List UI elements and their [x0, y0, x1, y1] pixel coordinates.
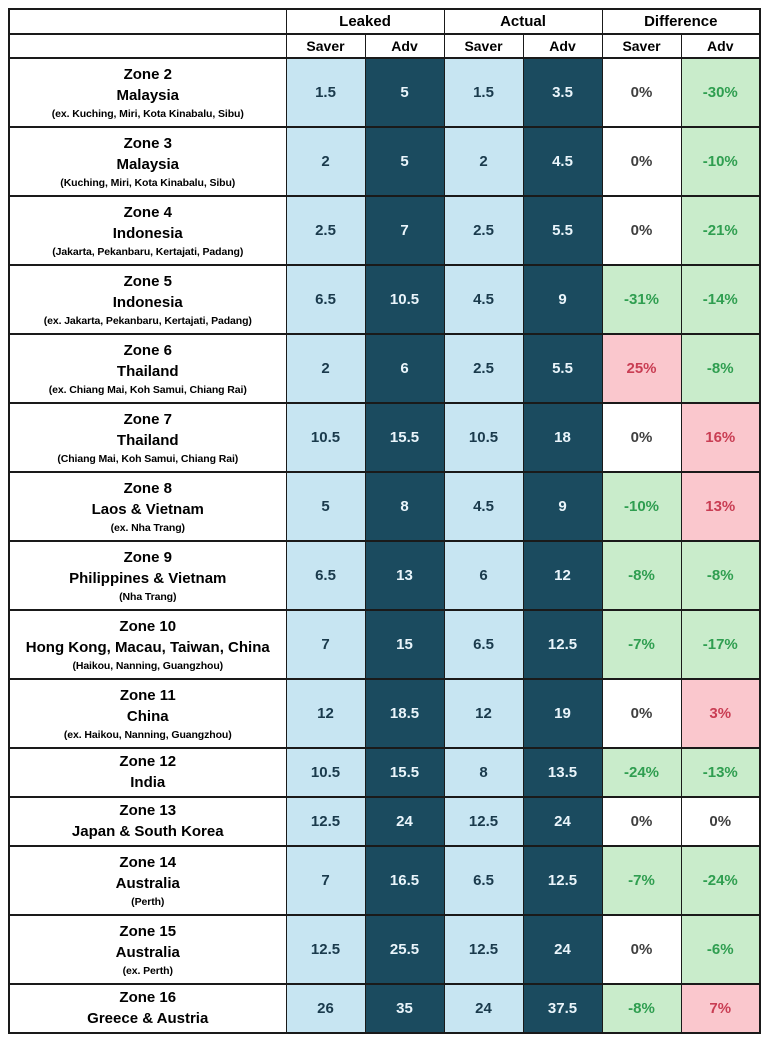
- table-row: [9, 196, 760, 265]
- zone-stack: [10, 684, 286, 744]
- zone-region: Japan & South Korea: [71, 822, 224, 840]
- leaked-adv-cell: 24: [365, 797, 444, 846]
- actual-adv-cell: 19: [523, 679, 602, 748]
- zone-region: Thailand: [116, 362, 179, 380]
- leaked-adv-cell: 15.5: [365, 403, 444, 472]
- table-row: [9, 541, 760, 610]
- diff-adv-cell: -6%: [681, 915, 760, 984]
- zone-cell: [9, 127, 286, 196]
- table-row: [9, 797, 760, 846]
- diff-adv-cell: -30%: [681, 58, 760, 127]
- leaked-adv-cell: 7: [365, 196, 444, 265]
- leaked-adv-cell: 15.5: [365, 748, 444, 797]
- leaked-saver-cell: 2: [286, 127, 365, 196]
- actual-adv-cell: 12.5: [523, 610, 602, 679]
- diff-adv-cell: -8%: [681, 334, 760, 403]
- zone-name: Zone 4: [123, 203, 172, 221]
- zone-region: Hong Kong, Macau, Taiwan, China: [25, 638, 270, 656]
- table-row: [9, 58, 760, 127]
- leaked-saver-cell: 7: [286, 846, 365, 915]
- diff-adv-cell: -17%: [681, 610, 760, 679]
- actual-adv-cell: 9: [523, 472, 602, 541]
- header-actual-adv: Adv: [523, 34, 602, 58]
- zone-region: Australia: [115, 943, 180, 961]
- zone-stack: [10, 750, 286, 796]
- diff-saver-cell: 0%: [602, 127, 681, 196]
- zone-cell: [9, 58, 286, 127]
- zone-region: India: [130, 773, 166, 791]
- zone-stack: [10, 132, 286, 192]
- actual-adv-cell: 12.5: [523, 846, 602, 915]
- table-row: [9, 679, 760, 748]
- header-diff-saver: Saver: [602, 34, 681, 58]
- table-row: [9, 610, 760, 679]
- zone-name: Zone 10: [119, 617, 177, 635]
- leaked-adv-cell: 25.5: [365, 915, 444, 984]
- diff-saver-cell: -10%: [602, 472, 681, 541]
- table-row: [9, 915, 760, 984]
- zone-name: Zone 6: [123, 341, 172, 359]
- leaked-saver-cell: 2: [286, 334, 365, 403]
- zone-region: Australia: [115, 874, 180, 892]
- actual-adv-cell: 3.5: [523, 58, 602, 127]
- leaked-adv-cell: 15: [365, 610, 444, 679]
- actual-adv-cell: 5.5: [523, 196, 602, 265]
- diff-saver-cell: -8%: [602, 984, 681, 1033]
- leaked-saver-cell: 7: [286, 610, 365, 679]
- zone-region: Malaysia: [116, 155, 180, 173]
- zone-detail: (Haikou, Nanning, Guangzhou): [72, 659, 224, 672]
- leaked-saver-cell: 6.5: [286, 265, 365, 334]
- zone-detail: (Chiang Mai, Koh Samui, Chiang Rai): [57, 452, 239, 465]
- zone-detail: (ex. Kuching, Miri, Kota Kinabalu, Sibu): [51, 107, 244, 120]
- zone-stack: [10, 408, 286, 468]
- zone-name: Zone 9: [123, 548, 172, 566]
- zone-stack: [10, 920, 286, 980]
- diff-saver-cell: 0%: [602, 797, 681, 846]
- table-row: [9, 334, 760, 403]
- zone-region: Greece & Austria: [87, 1009, 209, 1027]
- zone-stack: [10, 477, 286, 537]
- actual-adv-cell: 5.5: [523, 334, 602, 403]
- header-sub-row: [9, 34, 760, 58]
- diff-adv-cell: -8%: [681, 541, 760, 610]
- actual-saver-cell: 6.5: [444, 610, 523, 679]
- zone-name: Zone 8: [123, 479, 172, 497]
- zone-cell: [9, 196, 286, 265]
- header-group-leaked: Leaked: [286, 9, 444, 34]
- header-zone-empty: [9, 9, 286, 34]
- header-actual-saver: Saver: [444, 34, 523, 58]
- leaked-adv-cell: 6: [365, 334, 444, 403]
- zone-name: Zone 5: [123, 272, 172, 290]
- zone-name: Zone 14: [119, 853, 177, 871]
- zone-region: Thailand: [116, 431, 179, 449]
- zone-stack: [10, 270, 286, 330]
- zone-stack: [10, 615, 286, 675]
- actual-saver-cell: 24: [444, 984, 523, 1033]
- zone-cell: [9, 403, 286, 472]
- leaked-saver-cell: 1.5: [286, 58, 365, 127]
- zone-name: Zone 3: [123, 134, 172, 152]
- table-row: [9, 748, 760, 797]
- actual-saver-cell: 12.5: [444, 915, 523, 984]
- diff-adv-cell: 3%: [681, 679, 760, 748]
- leaked-adv-cell: 5: [365, 127, 444, 196]
- diff-adv-cell: -14%: [681, 265, 760, 334]
- zone-detail: (Nha Trang): [119, 590, 177, 603]
- zone-name: Zone 11: [119, 686, 176, 704]
- diff-adv-cell: -24%: [681, 846, 760, 915]
- zone-name: Zone 13: [119, 801, 177, 819]
- diff-adv-cell: 13%: [681, 472, 760, 541]
- diff-adv-cell: 16%: [681, 403, 760, 472]
- table-row: [9, 403, 760, 472]
- table-row: [9, 984, 760, 1033]
- diff-saver-cell: 0%: [602, 196, 681, 265]
- zone-stack: [10, 63, 286, 123]
- actual-saver-cell: 2.5: [444, 196, 523, 265]
- zone-stack: [10, 799, 286, 845]
- actual-saver-cell: 12.5: [444, 797, 523, 846]
- actual-saver-cell: 2: [444, 127, 523, 196]
- diff-saver-cell: -8%: [602, 541, 681, 610]
- leaked-saver-cell: 12.5: [286, 797, 365, 846]
- table-row: [9, 472, 760, 541]
- actual-saver-cell: 10.5: [444, 403, 523, 472]
- zone-stack: [10, 201, 286, 261]
- actual-saver-cell: 6: [444, 541, 523, 610]
- zone-region: Indonesia: [112, 293, 183, 311]
- leaked-saver-cell: 10.5: [286, 403, 365, 472]
- actual-adv-cell: 18: [523, 403, 602, 472]
- diff-adv-cell: -13%: [681, 748, 760, 797]
- zone-cell: [9, 610, 286, 679]
- diff-saver-cell: 0%: [602, 403, 681, 472]
- leaked-saver-cell: 2.5: [286, 196, 365, 265]
- actual-adv-cell: 12: [523, 541, 602, 610]
- zone-detail: (Jakarta, Pekanbaru, Kertajati, Padang): [52, 245, 244, 258]
- fare-zone-table: [8, 8, 761, 1034]
- actual-adv-cell: 37.5: [523, 984, 602, 1033]
- actual-saver-cell: 6.5: [444, 846, 523, 915]
- leaked-saver-cell: 6.5: [286, 541, 365, 610]
- actual-saver-cell: 4.5: [444, 472, 523, 541]
- header-group-row: [9, 9, 760, 34]
- zone-detail: (Kuching, Miri, Kota Kinabalu, Sibu): [60, 176, 236, 189]
- zone-cell: [9, 679, 286, 748]
- leaked-adv-cell: 18.5: [365, 679, 444, 748]
- diff-saver-cell: 0%: [602, 58, 681, 127]
- leaked-saver-cell: 12: [286, 679, 365, 748]
- leaked-adv-cell: 35: [365, 984, 444, 1033]
- diff-saver-cell: 0%: [602, 915, 681, 984]
- zone-region: Laos & Vietnam: [91, 500, 204, 518]
- actual-saver-cell: 4.5: [444, 265, 523, 334]
- header-diff-adv: Adv: [681, 34, 760, 58]
- diff-saver-cell: -7%: [602, 846, 681, 915]
- diff-saver-cell: -7%: [602, 610, 681, 679]
- diff-adv-cell: 7%: [681, 984, 760, 1033]
- header-group-actual: Actual: [444, 9, 602, 34]
- header-leaked-saver: Saver: [286, 34, 365, 58]
- leaked-adv-cell: 10.5: [365, 265, 444, 334]
- zone-stack: [10, 339, 286, 399]
- zone-name: Zone 15: [119, 922, 177, 940]
- actual-adv-cell: 24: [523, 915, 602, 984]
- actual-adv-cell: 24: [523, 797, 602, 846]
- zone-detail: (ex. Haikou, Nanning, Guangzhou): [63, 728, 232, 741]
- leaked-adv-cell: 8: [365, 472, 444, 541]
- zone-stack: [10, 986, 286, 1032]
- leaked-adv-cell: 5: [365, 58, 444, 127]
- leaked-saver-cell: 10.5: [286, 748, 365, 797]
- zone-cell: [9, 265, 286, 334]
- zone-cell: [9, 915, 286, 984]
- zone-cell: [9, 748, 286, 797]
- actual-saver-cell: 1.5: [444, 58, 523, 127]
- zone-region: China: [126, 707, 169, 725]
- diff-adv-cell: 0%: [681, 797, 760, 846]
- zone-stack: [10, 546, 286, 606]
- zone-detail: (ex. Nha Trang): [110, 521, 185, 534]
- zone-name: Zone 7: [123, 410, 172, 428]
- zone-stack: [10, 851, 286, 911]
- zone-detail: (ex. Perth): [122, 964, 173, 977]
- zone-region: Malaysia: [116, 86, 180, 104]
- diff-adv-cell: -21%: [681, 196, 760, 265]
- table-row: [9, 127, 760, 196]
- actual-saver-cell: 12: [444, 679, 523, 748]
- zone-cell: [9, 541, 286, 610]
- actual-adv-cell: 9: [523, 265, 602, 334]
- zone-name: Zone 2: [123, 65, 172, 83]
- zone-detail: (ex. Chiang Mai, Koh Samui, Chiang Rai): [48, 383, 247, 396]
- zone-cell: [9, 984, 286, 1033]
- leaked-adv-cell: 13: [365, 541, 444, 610]
- diff-saver-cell: 25%: [602, 334, 681, 403]
- zone-region: Indonesia: [112, 224, 183, 242]
- table-row: [9, 265, 760, 334]
- zone-region: Philippines & Vietnam: [69, 569, 227, 587]
- leaked-saver-cell: 26: [286, 984, 365, 1033]
- diff-saver-cell: 0%: [602, 679, 681, 748]
- zone-detail: (ex. Jakarta, Pekanbaru, Kertajati, Padang): [43, 314, 252, 327]
- header-leaked-adv: Adv: [365, 34, 444, 58]
- actual-adv-cell: 4.5: [523, 127, 602, 196]
- table-row: [9, 846, 760, 915]
- leaked-adv-cell: 16.5: [365, 846, 444, 915]
- leaked-saver-cell: 5: [286, 472, 365, 541]
- zone-name: Zone 12: [119, 752, 177, 770]
- diff-saver-cell: -31%: [602, 265, 681, 334]
- zone-cell: [9, 797, 286, 846]
- zone-cell: [9, 334, 286, 403]
- zone-name: Zone 16: [119, 988, 177, 1006]
- header-zone-empty-2: [9, 34, 286, 58]
- leaked-saver-cell: 12.5: [286, 915, 365, 984]
- zone-cell: [9, 846, 286, 915]
- zone-detail: (Perth): [131, 895, 165, 908]
- diff-saver-cell: -24%: [602, 748, 681, 797]
- diff-adv-cell: -10%: [681, 127, 760, 196]
- header-group-difference: Difference: [602, 9, 760, 34]
- zone-cell: [9, 472, 286, 541]
- actual-saver-cell: 2.5: [444, 334, 523, 403]
- actual-saver-cell: 8: [444, 748, 523, 797]
- actual-adv-cell: 13.5: [523, 748, 602, 797]
